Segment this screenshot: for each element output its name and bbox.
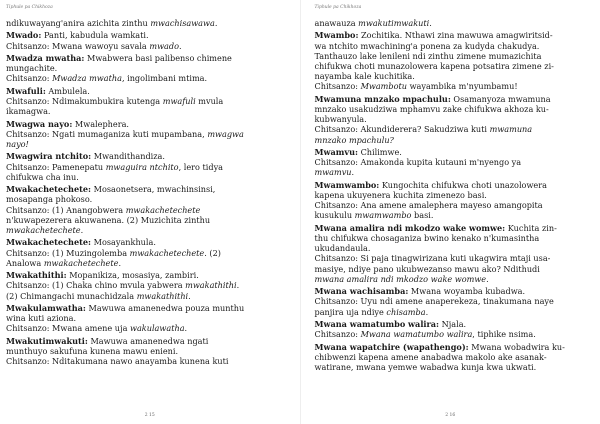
example-term: mwamwambo (354, 210, 412, 221)
entry-text: n'kuwapezerera akuwanena. (2) Muzichita zinthu (6, 214, 211, 225)
entry-line (6, 53, 286, 63)
entry-line (6, 205, 286, 215)
dictionary-entry (315, 286, 597, 317)
entry-text: . (214, 18, 218, 28)
example-term: mwado (149, 40, 179, 51)
entry-text: thu chifukwa chosaganiza bwino kenako n'kumasintha (314, 233, 540, 243)
page-number: 2 15 (144, 413, 155, 418)
entry-text: Chitsanzo: Ndimakumbukira kutenga (6, 95, 163, 106)
entry-text: Mwabwera basi palibenso chimene (84, 52, 232, 63)
entry-line (6, 86, 286, 96)
dictionary-entry (315, 30, 597, 91)
dictionary-entry (6, 86, 286, 117)
entry-text: Chitsanzo: Ngati mumaganiza kuti mupambana, (6, 128, 208, 139)
headword: Mwana wapatchire (wapathengo): (314, 341, 469, 352)
entry-line (6, 225, 286, 235)
entry-text: Chitsanzo: Amakonda kupita kutauni m'nyengo ya (314, 157, 522, 168)
dictionary-entry (6, 151, 286, 182)
entry-line (315, 274, 597, 284)
dictionary-entry (315, 223, 597, 284)
entry-text: Chitsanzo: Akundiderera? Sakudziwa kuti (314, 124, 490, 135)
example-term: nayo! (6, 138, 29, 149)
entry-text: ukudandaula. (314, 243, 371, 254)
headword: Mwana wachisamba: (314, 286, 409, 297)
entry-line (315, 190, 597, 200)
entry-text: wayambika m'nyumbamu! (406, 81, 518, 92)
entry-line (6, 356, 286, 366)
entry-line (315, 71, 597, 81)
entry-line (315, 329, 597, 339)
example-term: wakulawatha (130, 323, 185, 334)
entry-text: , ingolimbani mtima. (121, 73, 208, 84)
dictionary-entry (6, 270, 286, 301)
entry-line (6, 323, 286, 333)
entry-text: Chilimwe. (357, 147, 402, 157)
entry-line (6, 139, 286, 149)
entry-line (6, 151, 286, 161)
dictionary-entry (315, 180, 597, 221)
entry-line (6, 291, 286, 301)
entry-line (315, 41, 597, 51)
dictionary-entry (6, 303, 286, 334)
dictionary-entry (315, 147, 597, 178)
entry-text: mnzako usakudziwa mphamvu zake chifukwa akhoza ku- (314, 104, 549, 114)
entry-text: . (118, 257, 122, 268)
entry-line (315, 135, 597, 145)
page-number: 2 16 (445, 413, 456, 418)
entry-line (315, 104, 597, 114)
entry-line (6, 73, 286, 83)
entry-text: Chitsanzo: Ana amene amalephera mayeso amangopita (314, 200, 543, 211)
entry-text: Chitsanzo: Mwana amene uja (6, 323, 130, 334)
entry-text: ikamagwa. (6, 106, 51, 117)
entry-text: Mawuwa amanenedwa pouza munthu (85, 302, 245, 313)
entry-text: masiye, ndiye pano ukubwezanso mawu ako? Ndithudi (314, 263, 540, 274)
headword: Mwana amalira ndi mkodzo wake womwe: (314, 222, 506, 233)
entry-line (315, 264, 597, 274)
entry-text: Chitsanzo: (6, 73, 53, 84)
example-term: Mwadza mwatha (52, 73, 122, 84)
example-term: Mwambotu (360, 81, 407, 92)
entry-line (6, 162, 286, 172)
entry-line (315, 286, 597, 296)
entry-text: wina kuti aziona. (6, 313, 77, 324)
entry-line (6, 18, 286, 28)
entry-text: . (236, 280, 240, 291)
dictionary-entry (6, 18, 286, 28)
example-term: mwafuli (162, 95, 196, 106)
example-term: mwagwa (207, 128, 244, 139)
entry-line (6, 172, 286, 182)
entry-line (315, 243, 597, 253)
entry-line (315, 157, 597, 167)
entry-line (315, 342, 597, 352)
entry-text: . (178, 40, 182, 51)
entry-text: Osamanyoza mwamuna (450, 93, 551, 104)
example-term: Mwana wamatumbo walira (360, 329, 473, 340)
entry-line (6, 194, 286, 204)
entry-text: Kungochita chifukwa choti unazolowera (379, 179, 547, 190)
headword: Mwana wamatumbo walira: (314, 319, 440, 329)
entry-line (315, 307, 597, 317)
dictionary-entry (6, 237, 286, 268)
headword: Mwakulamwatha: (6, 302, 86, 313)
example-term: mnzako mpachulu? (314, 134, 394, 145)
entry-text: . (425, 306, 429, 317)
entry-line (6, 258, 286, 268)
example-term: mwakachetechete (43, 257, 119, 268)
entry-text: Ambulela. (45, 85, 90, 96)
headword: Mwambo: (314, 30, 359, 41)
example-term: mwakachetechete. (6, 224, 84, 235)
dictionary-entry (315, 94, 597, 145)
dictionary-entries (6, 18, 286, 366)
entry-text: Mwana wobadwira ku- (468, 341, 565, 352)
entry-line (6, 270, 286, 280)
entry-text: . (184, 323, 188, 334)
headword: Mwado: (6, 30, 42, 41)
entry-line (315, 223, 597, 233)
entry-line (315, 124, 597, 134)
running-head: Tiphule pa Chikhoza (6, 5, 53, 10)
entry-line (315, 94, 597, 104)
example-term: mwachisawawa (150, 18, 215, 28)
entry-text: . (351, 167, 355, 178)
entry-text: Mosaonetsera, mwachinsinsi, (91, 184, 216, 195)
entry-line (6, 303, 286, 313)
dictionary-entries (315, 18, 597, 372)
entry-text: Chitsanzo: (1) Chaka chino mvula yabwera (6, 280, 186, 291)
entry-text: Mopanikiza, mosasiya, zambiri. (66, 270, 199, 281)
entry-text: . (188, 290, 191, 301)
dictionary-entry (6, 119, 286, 150)
dictionary-entry (6, 53, 286, 84)
entry-text: Chitsanzo: Si paja tinagwirizana kuti ukagwira mtaji usa- (314, 253, 551, 264)
entry-text: kusukulu (314, 210, 355, 221)
entry-text: Mwana woyamba kubadwa. (408, 286, 526, 297)
entry-text: panjira uja ndiye (314, 306, 387, 317)
entry-text: , tiphike nsima. (472, 329, 536, 340)
entry-line (315, 18, 597, 28)
entry-line (315, 51, 597, 61)
entry-text: . (2) (204, 247, 221, 258)
entry-line (6, 313, 286, 323)
entry-line (315, 253, 597, 263)
entry-line (6, 184, 286, 194)
example-term: mwakathithi (185, 280, 237, 291)
entry-text: mvula (195, 95, 224, 106)
entry-text: Chitsanzo: (1) Muzingolemba (6, 247, 130, 258)
entry-text: basi. (411, 210, 434, 221)
entry-text: kapena ukuyenera kuchita zimenezo basi. (314, 190, 487, 200)
entry-text: chibwenzi kapena amene anabadwa makolo ake asanak- (314, 351, 547, 362)
entry-text: Mawuwa amanenedwa ngati (87, 335, 209, 346)
entry-text: Analowa (6, 257, 44, 268)
entry-text: chifukwa choti munazolowera kapena potsatira zimene zi- (314, 61, 554, 71)
headword: Mwafuli: (6, 85, 46, 96)
headword: Mwagwa nayo: (6, 118, 73, 129)
entry-text: wa ntchito mwachining'a ponena za kudyda chakudya. (314, 40, 540, 51)
entry-line (315, 81, 597, 91)
dictionary-entry (6, 30, 286, 50)
entry-text: (2) Chimangachi munachidzala (6, 290, 137, 301)
headword: Mwamuna mnzako mpachulu: (314, 93, 451, 104)
entry-text: chifukwa cha inu. (6, 171, 79, 182)
dictionary-entry (315, 18, 597, 28)
entry-line (315, 233, 597, 243)
entry-line (6, 237, 286, 247)
headword: Mwadza mwatha: (6, 52, 85, 63)
entry-text: Panti, kabudula wamkati. (41, 30, 149, 41)
entry-text: Chitsanzo: (314, 81, 361, 92)
entry-line (6, 63, 286, 73)
entry-line (6, 129, 286, 139)
entry-line (315, 210, 597, 220)
entry-text: ndikuwayang'anira azichita zinthu (6, 18, 151, 28)
entry-text: Chitsanzo: Pamenepatu (6, 161, 106, 172)
entry-line (315, 180, 597, 190)
entry-line (6, 96, 286, 106)
entry-text: mosapanga phokoso. (6, 194, 93, 205)
entry-text: Kuchita zin- (505, 222, 557, 233)
example-term: mwamuna (489, 124, 533, 135)
entry-line (315, 362, 597, 372)
dictionary-entry (6, 336, 286, 367)
entry-text: . (429, 18, 432, 28)
entry-line (315, 61, 597, 71)
headword: Mwakutimwakuti: (6, 335, 88, 346)
entry-text: Njala. (439, 319, 467, 329)
entry-text: mungachite. (6, 63, 58, 74)
dictionary-entry (6, 184, 286, 235)
entry-line (6, 215, 286, 225)
entry-line (6, 30, 286, 40)
headword: Mwakachetechete: (6, 237, 92, 248)
entry-line (315, 114, 597, 124)
entry-text: Tanthauzo lake lenileni ndi zinthu zimene mumazichita (314, 50, 542, 61)
entry-text: Chitsanzo: Mwana wawoyu savala (6, 40, 150, 51)
entry-text: kubwanyula. (314, 114, 367, 125)
example-term: mwakathithi (136, 290, 189, 301)
entry-line (315, 296, 597, 306)
example-term: mwana amalira ndi mkodzo wake womwe. (314, 273, 489, 284)
example-term: mwakutimwakuti (358, 18, 430, 28)
entry-text: anawauza (314, 18, 359, 28)
entry-text: Chitsanzo: (314, 329, 361, 340)
entry-line (6, 336, 286, 346)
headword: Mwamvu: (314, 147, 358, 157)
headword: Mwakachetechete: (6, 184, 92, 195)
entry-line (315, 30, 597, 40)
entry-line (315, 352, 597, 362)
entry-line (315, 319, 597, 329)
entry-line (315, 200, 597, 210)
entry-line (6, 41, 286, 51)
entry-line (315, 167, 597, 177)
entry-text: Chitsanzo: Uyu ndi amene anaperekeza, tinakumana naye (314, 296, 554, 307)
right-page (301, 0, 600, 424)
entry-text: munthuyo sakufuna kunena mawu enieni. (6, 345, 179, 356)
entry-line (6, 248, 286, 258)
headword: Mwakathithi: (6, 270, 67, 281)
headword: Mwagwira ntchito: (6, 151, 92, 162)
entry-line (315, 147, 597, 157)
example-term: mwakachetechete (129, 247, 205, 258)
running-head: Tiphule pa Chikhoza (314, 5, 362, 10)
entry-text: Mwalephera. (72, 118, 130, 129)
entry-line (6, 346, 286, 356)
entry-text: Zochitika. Nthawi zina mawuwa amagwiritsid- (358, 30, 553, 41)
entry-text: nayamba kale kuchitika. (314, 71, 415, 82)
entry-text: Chitsanzo: Nditakumana nawo anayamba kunena kuti (6, 356, 229, 367)
entry-text: Mosayankhula. (91, 237, 156, 248)
dictionary-entry (315, 342, 597, 373)
example-term: mwamvu (314, 167, 352, 178)
headword: Mwamwambo: (314, 179, 380, 190)
entry-text: , lero tidya (178, 161, 224, 172)
entry-line (6, 106, 286, 116)
example-term: mwakachetechete (125, 204, 201, 215)
entry-line (6, 280, 286, 290)
entry-text: Chitsanzo: (1) Anangobwera (6, 204, 126, 215)
entry-text: Mwandithandiza. (91, 151, 165, 162)
dictionary-entry (315, 319, 597, 339)
example-term: mwaguira ntchito (105, 161, 179, 172)
entry-line (6, 119, 286, 129)
entry-text: watirane, mwana yemwe wabadwa kunja kwa ukwati. (314, 362, 537, 372)
example-term: chisamba (386, 306, 426, 317)
